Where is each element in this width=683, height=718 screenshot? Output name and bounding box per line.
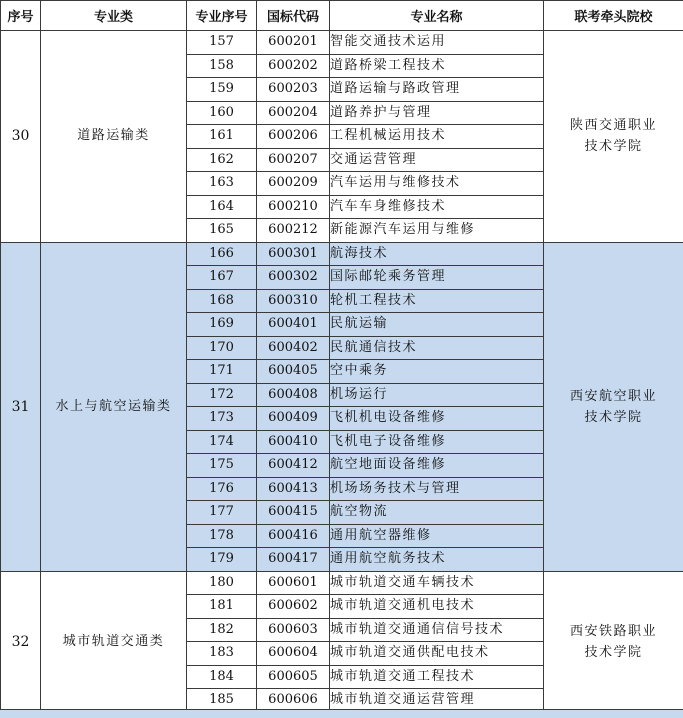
major-name: 汽车运用与维修技术	[330, 172, 544, 196]
major-name: 民航运输	[330, 313, 544, 337]
national-code: 600603	[257, 618, 330, 642]
major-index: 167	[187, 266, 257, 290]
major-index: 174	[187, 430, 257, 454]
national-code: 600212	[257, 219, 330, 243]
header-lead-school: 联考牵头院校	[544, 1, 683, 31]
major-name: 飞机电子设备维修	[330, 430, 544, 454]
major-index: 175	[187, 454, 257, 478]
major-index: 181	[187, 595, 257, 619]
major-name: 民航通信技术	[330, 336, 544, 360]
national-code: 600602	[257, 595, 330, 619]
major-name: 航空地面设备维修	[330, 454, 544, 478]
table-row	[1, 571, 683, 595]
major-name: 汽车车身维修技术	[330, 195, 544, 219]
header-major-index: 专业序号	[187, 1, 257, 31]
major-name: 通用航空航务技术	[330, 548, 544, 572]
national-code: 600606	[257, 689, 330, 713]
national-code: 600206	[257, 125, 330, 149]
national-code: 600207	[257, 148, 330, 172]
national-code: 600417	[257, 548, 330, 572]
header-major-name: 专业名称	[330, 1, 544, 31]
lead-school-line-1: 陕西交通职业	[544, 115, 683, 136]
major-index: 161	[187, 125, 257, 149]
major-index: 165	[187, 219, 257, 243]
national-code: 600301	[257, 242, 330, 266]
major-name: 航海技术	[330, 242, 544, 266]
major-name: 国际邮轮乘务管理	[330, 266, 544, 290]
major-index: 159	[187, 78, 257, 102]
national-code: 600605	[257, 665, 330, 689]
major-name: 交通运营管理	[330, 148, 544, 172]
lead-school-line-2: 技术学院	[544, 642, 683, 663]
national-code: 600209	[257, 172, 330, 196]
major-index: 172	[187, 383, 257, 407]
major-index: 170	[187, 336, 257, 360]
major-index: 162	[187, 148, 257, 172]
national-code: 600201	[257, 31, 330, 55]
major-index: 184	[187, 665, 257, 689]
lead-school-line-2: 技术学院	[544, 136, 683, 157]
table-header-row	[1, 1, 683, 31]
major-index: 169	[187, 313, 257, 337]
national-code: 600204	[257, 101, 330, 125]
major-index: 182	[187, 618, 257, 642]
table-body	[1, 31, 683, 713]
major-index: 183	[187, 642, 257, 666]
major-index: 158	[187, 54, 257, 78]
major-index: 160	[187, 101, 257, 125]
national-code: 600409	[257, 407, 330, 431]
major-name: 道路养护与管理	[330, 101, 544, 125]
group-category: 道路运输类	[41, 31, 187, 243]
group-serial: 30	[1, 31, 41, 243]
national-code: 600302	[257, 266, 330, 290]
national-code: 600413	[257, 477, 330, 501]
group-category: 城市轨道交通类	[41, 571, 187, 712]
lead-school	[544, 242, 683, 571]
national-code: 600601	[257, 571, 330, 595]
major-name: 智能交通技术运用	[330, 31, 544, 55]
major-name: 城市轨道交通通信信号技术	[330, 618, 544, 642]
national-code: 600310	[257, 289, 330, 313]
major-index: 173	[187, 407, 257, 431]
national-code: 600210	[257, 195, 330, 219]
major-name: 空中乘务	[330, 360, 544, 384]
national-code: 600402	[257, 336, 330, 360]
major-name: 通用航空器维修	[330, 524, 544, 548]
major-index: 179	[187, 548, 257, 572]
major-index: 166	[187, 242, 257, 266]
lead-school-line-1: 西安铁路职业	[544, 621, 683, 642]
major-index: 180	[187, 571, 257, 595]
major-index: 163	[187, 172, 257, 196]
major-index: 178	[187, 524, 257, 548]
major-name: 道路桥梁工程技术	[330, 54, 544, 78]
header-serial: 序号	[1, 1, 41, 31]
national-code: 600405	[257, 360, 330, 384]
major-name: 城市轨道交通机电技术	[330, 595, 544, 619]
national-code: 600416	[257, 524, 330, 548]
major-name: 新能源汽车运用与维修	[330, 219, 544, 243]
national-code: 600401	[257, 313, 330, 337]
group-serial: 32	[1, 571, 41, 712]
major-index: 177	[187, 501, 257, 525]
major-name: 工程机械运用技术	[330, 125, 544, 149]
major-name: 城市轨道交通供配电技术	[330, 642, 544, 666]
table-row	[1, 31, 683, 55]
national-code: 600412	[257, 454, 330, 478]
major-index: 157	[187, 31, 257, 55]
major-name: 机场运行	[330, 383, 544, 407]
major-name: 轮机工程技术	[330, 289, 544, 313]
major-name: 飞机机电设备维修	[330, 407, 544, 431]
group-category: 水上与航空运输类	[41, 242, 187, 571]
national-code: 600408	[257, 383, 330, 407]
major-index: 185	[187, 689, 257, 713]
group-serial: 31	[1, 242, 41, 571]
lead-school-line-2: 技术学院	[544, 407, 683, 428]
lead-school	[544, 31, 683, 243]
major-index: 171	[187, 360, 257, 384]
major-name: 航空物流	[330, 501, 544, 525]
header-category: 专业类	[41, 1, 187, 31]
national-code: 600415	[257, 501, 330, 525]
major-name: 城市轨道交通运营管理	[330, 689, 544, 713]
major-name: 机场场务技术与管理	[330, 477, 544, 501]
major-index: 164	[187, 195, 257, 219]
lead-school	[544, 571, 683, 712]
major-index: 168	[187, 289, 257, 313]
major-name: 城市轨道交通工程技术	[330, 665, 544, 689]
header-national-code: 国标代码	[257, 1, 330, 31]
national-code: 600203	[257, 78, 330, 102]
national-code: 600202	[257, 54, 330, 78]
national-code: 600410	[257, 430, 330, 454]
major-name: 城市轨道交通车辆技术	[330, 571, 544, 595]
table-row	[1, 242, 683, 266]
lead-school-line-1: 西安航空职业	[544, 386, 683, 407]
major-name: 道路运输与路政管理	[330, 78, 544, 102]
major-index: 176	[187, 477, 257, 501]
national-code: 600604	[257, 642, 330, 666]
